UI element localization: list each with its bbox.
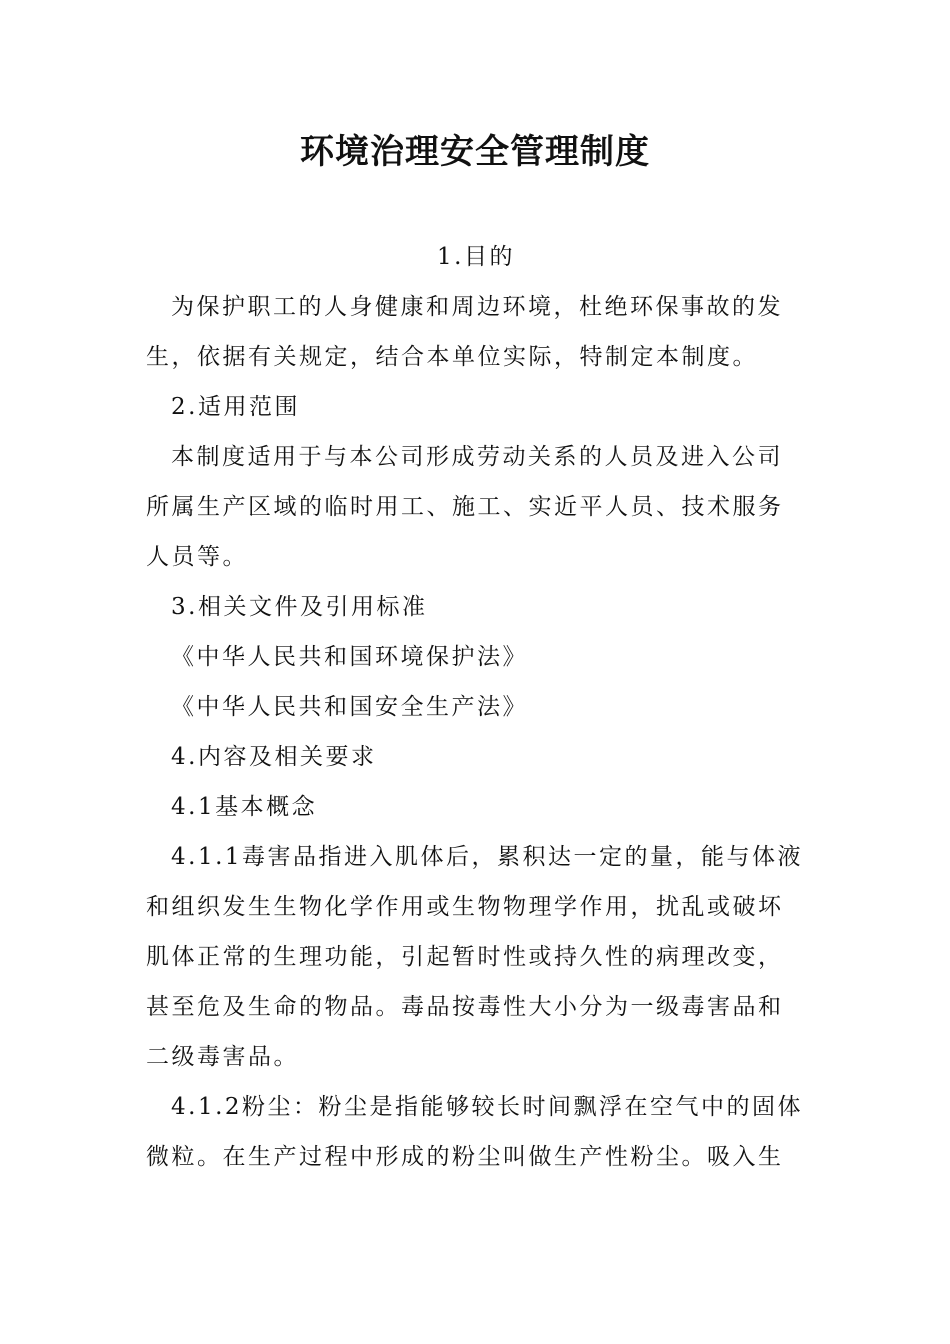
section-heading-scope: 2.适用范围 (171, 394, 300, 420)
paragraph-purpose: 为保护职工的人身健康和周边环境，杜绝环保事故的发生，依据有关规定，结合本单位实际，特制定本制度。 (146, 294, 783, 370)
reference-item: 《中华人民共和国环境保护法》 (171, 644, 528, 670)
subsection-heading-concepts: 4.1基本概念 (171, 794, 318, 820)
section-heading-purpose: 1.目的 (437, 244, 515, 270)
section-heading-requirements: 4.内容及相关要求 (171, 744, 377, 770)
paragraph-scope: 本制度适用于与本公司形成劳动关系的人员及进入公司所属生产区域的临时用工、施工、实近平人员、技术服务人员等。 (146, 444, 784, 570)
reference-item: 《中华人民共和国安全生产法》 (171, 694, 528, 720)
paragraph-toxic-substances: 4.1.1毒害品指进入肌体后，累积达一定的量，能与体液和组织发生生物化学作用或生物物理学作用，扰乱或破坏肌体正常的生理功能，引起暂时性或持久性的病理改变，甚至危及生命的物品。毒品按毒性大小分为一级毒害品和二级毒害品。 (146, 844, 804, 1070)
document-title: 环境治理安全管理制度 (300, 132, 650, 172)
section-heading-references: 3.相关文件及引用标准 (171, 594, 428, 620)
document-body (146, 232, 806, 1182)
paragraph-dust: 4.1.2粉尘：粉尘是指能够较长时间飘浮在空气中的固体微粒。在生产过程中形成的粉尘叫做生产性粉尘。吸入生 (146, 1094, 804, 1170)
